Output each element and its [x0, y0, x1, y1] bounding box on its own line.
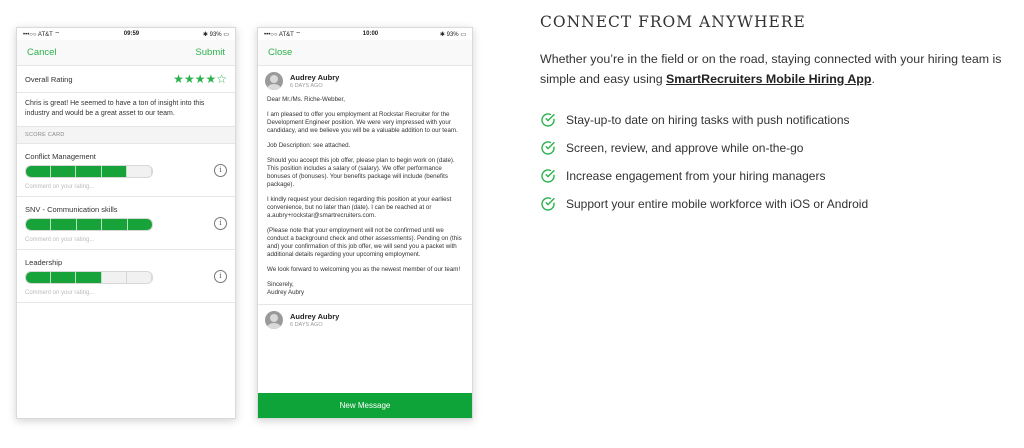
message-paragraph: Sincerely, Audrey Aubry [267, 281, 305, 296]
score-segment[interactable] [26, 219, 51, 230]
score-item [17, 250, 235, 303]
sender-name: Audrey Aubry [290, 312, 340, 321]
score-label: Leadership [25, 258, 63, 267]
nav-bar [17, 40, 235, 66]
score-segment[interactable] [127, 166, 152, 177]
check-circle-icon [540, 168, 556, 184]
score-segment[interactable] [26, 166, 51, 177]
score-segment[interactable] [26, 272, 51, 283]
message-paragraph: I kindly request your decision regarding this position at your earliest convenience, but no later than (date). I can be reached at or a.aubry+rockstar@smartrecruiters.com. [267, 196, 452, 219]
score-label: Conflict Management [25, 152, 96, 161]
description-end: . [871, 72, 875, 86]
score-segment[interactable] [77, 219, 102, 230]
avatar [265, 311, 283, 329]
new-message-button[interactable]: New Message [258, 393, 472, 418]
rating-comment[interactable]: Chris is great! He seemed to have a ton of insight into this industry and would be a great asset to our team. [17, 93, 235, 127]
score-item [17, 144, 235, 197]
clock: 10:00 [362, 31, 379, 37]
avatar [265, 72, 283, 90]
section-title: CONNECT FROM ANYWHERE [540, 13, 806, 31]
sender-name: Audrey Aubry [290, 73, 340, 82]
bluetooth-icon: ✱ [439, 31, 445, 38]
message-header [258, 66, 472, 96]
cancel-button[interactable]: Cancel [27, 47, 57, 58]
message-time: 6 DAYS AGO [290, 83, 323, 89]
wifi-icon: ⌔ [54, 32, 60, 38]
check-circle-icon [540, 140, 556, 156]
star-outline-icon[interactable]: ☆ [216, 72, 227, 86]
message-paragraph: Dear Mr./Ms. Riche-Webber, [267, 96, 345, 103]
bluetooth-icon: ✱ [202, 31, 208, 38]
score-segment[interactable] [102, 166, 127, 177]
battery-percent: 93% [446, 31, 459, 38]
score-segment[interactable] [128, 219, 152, 230]
message-paragraph: (Please note that your employment will not be confirmed until we conduct a background check and other assessments). Pending on (this and) your confirmation of this job offer, we will send you a packet with additional details regarding your upcoming employment. [267, 227, 462, 258]
star-icon[interactable]: ★ [173, 72, 184, 86]
feature-text: Support your entire mobile workforce with iOS or Android [566, 197, 869, 211]
overall-rating-label: Overall Rating [25, 74, 73, 84]
battery-icon: ▭ [460, 31, 466, 38]
score-segment[interactable] [102, 272, 127, 283]
battery-icon: ▭ [223, 31, 229, 38]
score-segment[interactable] [102, 219, 127, 230]
message-body [258, 96, 472, 297]
score-comment-input[interactable]: Comment on your rating... [25, 184, 95, 190]
score-slider[interactable] [25, 218, 153, 231]
feature-item [540, 106, 868, 134]
score-item [17, 197, 235, 250]
close-button[interactable]: Close [268, 47, 293, 58]
score-segment[interactable] [127, 272, 152, 283]
message-header [258, 305, 472, 335]
overall-rating-row [17, 66, 235, 93]
message-phone [257, 27, 473, 419]
message-paragraph: We look forward to welcoming you as the newest member of our team! [267, 266, 461, 273]
feature-item [540, 134, 868, 162]
feature-item [540, 190, 868, 218]
score-segment[interactable] [51, 272, 76, 283]
star-icon[interactable]: ★ [205, 72, 217, 86]
message-paragraph: Job Description: see attached. [267, 142, 351, 149]
feature-list [540, 106, 868, 218]
feature-item [540, 162, 868, 190]
submit-button[interactable]: Submit [195, 47, 225, 58]
message-time: 6 DAYS AGO [290, 322, 323, 328]
info-icon[interactable]: i [214, 164, 227, 177]
check-circle-icon [540, 112, 556, 128]
score-segment[interactable] [76, 166, 101, 177]
star-icon[interactable]: ★ [183, 72, 195, 86]
description-text: Whether you’re in the field or on the road, staying connected with your hiring team is simple and easy using [540, 52, 1002, 86]
scorecard-header: SCORE CARD [17, 127, 235, 144]
score-segment[interactable] [51, 219, 76, 230]
score-segment[interactable] [51, 166, 76, 177]
check-circle-icon [540, 196, 556, 212]
section-description [540, 49, 1010, 89]
status-bar [17, 28, 235, 40]
scorecard-phone [16, 27, 236, 419]
score-slider[interactable] [25, 165, 153, 178]
battery-percent: 93% [209, 31, 222, 38]
message-paragraph: I am pleased to offer you employment at Rockstar Recruiter for the Development Engineer position. We were very impressed with your candidacy, and we believe you will be a valuable addition to our team. [267, 111, 458, 134]
score-comment-input[interactable]: Comment on your rating... [25, 290, 95, 296]
score-comment-input[interactable]: Comment on your rating... [25, 237, 95, 243]
info-icon[interactable]: i [214, 217, 227, 230]
carrier-label: AT&T [278, 32, 294, 38]
overall-rating-stars[interactable] [173, 72, 227, 86]
score-label: SNV - Communication skills [25, 205, 118, 214]
feature-text: Screen, review, and approve while on-the-go [566, 141, 804, 155]
wifi-icon: ⌔ [295, 32, 301, 38]
feature-text: Increase engagement from your hiring managers [566, 169, 826, 183]
status-bar [258, 28, 472, 40]
signal-icon: •••○○ [264, 32, 278, 38]
message-paragraph: Should you accept this job offer, please plan to begin work on (date). This position includes a salary of (salary). We offer performance bonuses of (bonuses). Your benefits package will include (benefits package). [267, 157, 455, 188]
signal-icon: •••○○ [23, 32, 37, 38]
star-icon[interactable]: ★ [194, 72, 206, 86]
mobile-app-link[interactable]: SmartRecruiters Mobile Hiring App [666, 72, 872, 86]
info-icon[interactable]: i [214, 270, 227, 283]
feature-text: Stay-up-to date on hiring tasks with push notifications [566, 113, 850, 127]
score-segment[interactable] [76, 272, 101, 283]
clock: 09:59 [123, 31, 140, 37]
score-slider[interactable] [25, 271, 153, 284]
carrier-label: AT&T [37, 32, 53, 38]
nav-bar [258, 40, 472, 66]
